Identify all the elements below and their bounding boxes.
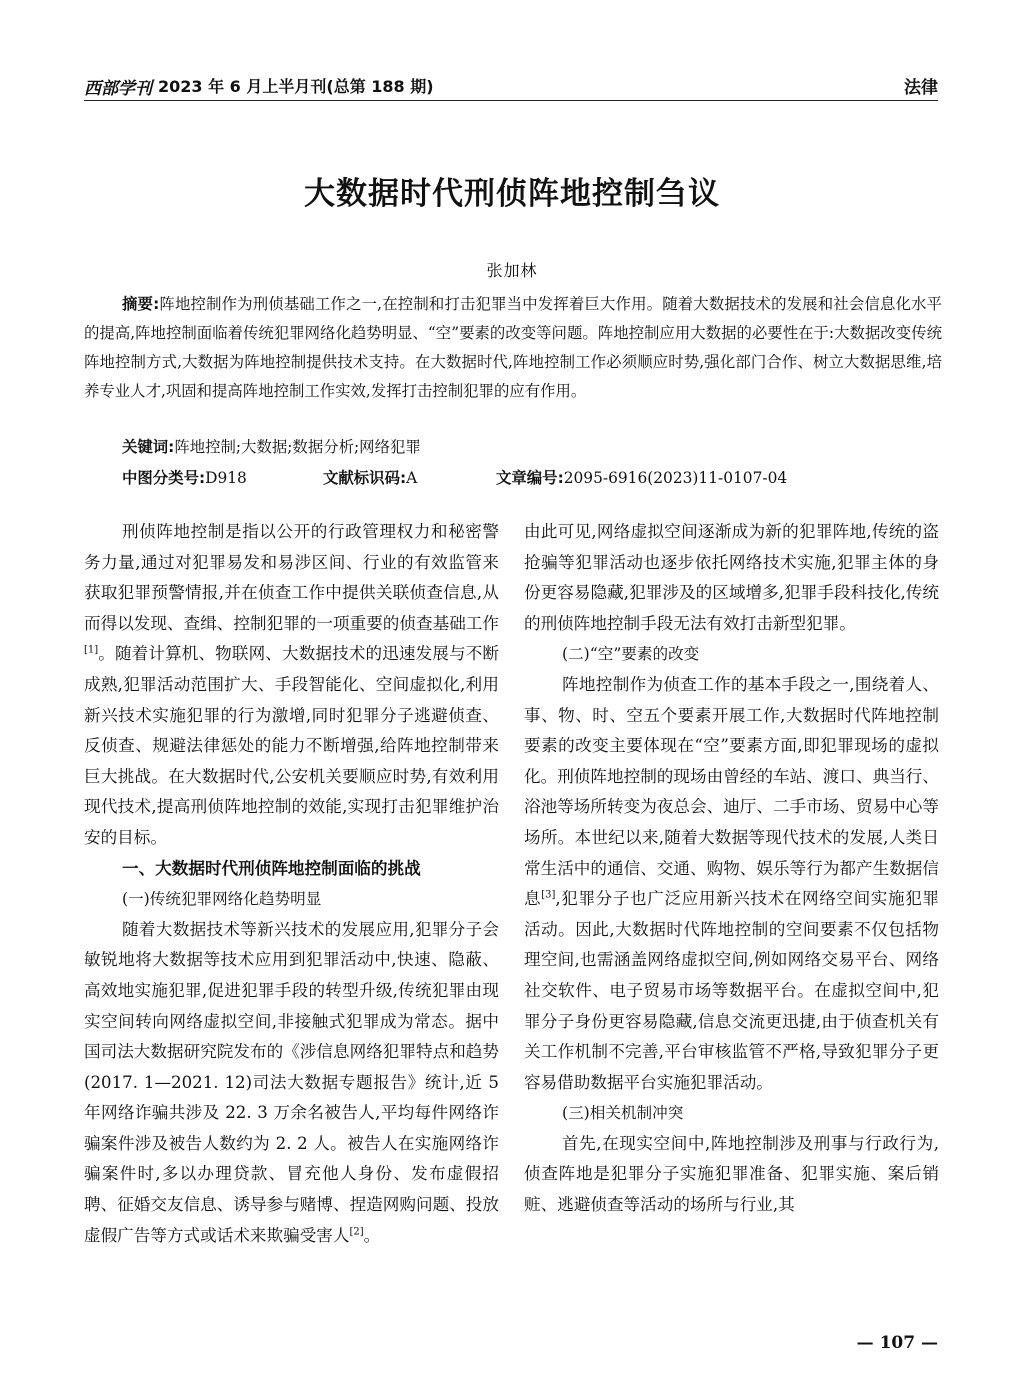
page-number: — 107 — xyxy=(856,1333,938,1353)
body-paragraph: 由此可见,网络虚拟空间逐渐成为新的犯罪阵地,传统的盗抢骗等犯罪活动也逐步依托网络技术实施,犯罪主体的身份更容易隐藏,犯罪涉及的区域增多,犯罪手段科技化,传统的刑侦阵地控制手段无法有效打击新型犯罪。 xyxy=(524,522,939,633)
keywords-label: 关键词: xyxy=(122,438,175,456)
body-paragraph xyxy=(84,915,499,1252)
clc-value: D918 xyxy=(205,469,247,487)
author-name: 张加林 xyxy=(486,261,538,280)
paragraph-text: 随着大数据技术等新兴技术的发展应用,犯罪分子会敏锐地将大数据等技术应用到犯罪活动中,快速、隐蔽、高效地实施犯罪,促进犯罪手段的转型升级,传统犯罪由现实空间转向网络虚拟空间,非接触式犯罪成为常态。据中国司法大数据研究院发布的《涉信息网络犯罪特点和趋势(2017. 1—2021. 12)司法大数据专题报告》统计,近 5 年网络诈骗共涉及 22. 3 万余名被告人,平均每件网络诈骗案件涉及被告人数约为 2. 2 人。被告人在实施网络诈骗案件时,多以办理贷款、冒充他人身份、发布虚假招聘、征婚交友信息、诱导参与赌博、捏造网购问题、投放虚假广告等方式或话术来欺骗受害人 xyxy=(84,919,499,1245)
citation-ref: [3] xyxy=(541,889,556,901)
keywords xyxy=(122,435,421,457)
subsection-heading: (二)“空”要素的改变 xyxy=(562,645,700,664)
body-paragraph: 首先,在现实空间中,阵地控制涉及刑事与行政行为,侦查阵地是犯罪分子实施犯罪准备、犯罪实施、案后销赃、逃避侦查等活动的场所与行业,其 xyxy=(524,1133,939,1215)
article-no-value: 2095-6916(2023)11-0107-04 xyxy=(563,469,788,487)
paragraph-text: 刑侦阵地控制是指以公开的行政管理权力和秘密警务力量,通过对犯罪易发和易涉区间、行业的有效监管来获取犯罪预警情报,并在侦查工作中提供关联侦查信息,从而得以发现、查缉、控制犯罪的一项重要的侦查基础工作 xyxy=(84,522,499,633)
citation-ref: [1] xyxy=(84,644,99,656)
body-paragraph xyxy=(84,517,499,854)
article-title: 大数据时代刑侦阵地控制刍议 xyxy=(304,176,720,212)
doc-code-label: 文献标识码: xyxy=(323,469,407,487)
journal-logo: 西部学刊 xyxy=(84,79,152,99)
abstract-label: 摘要: xyxy=(122,295,160,313)
body-right-column xyxy=(524,517,939,1221)
issue-info: 2023 年 6 月上半月刊(总第 188 期) xyxy=(158,77,434,96)
abstract-text: 阵地控制作为刑侦基础工作之一,在控制和打击犯罪当中发挥着巨大作用。随着大数据技术的发展和社会信息化水平的提高,阵地控制面临着传统犯罪网络化趋势明显、“空”要素的改变等问题。阵地控制应用大数据的必要性在于:大数据改变传统阵地控制方式,大数据为阵地控制提供技术支持。在大数据时代,阵地控制工作必须顺应时势,强化部门合作、树立大数据思维,培养专业人才,巩固和提高阵地控制工作实效,发挥打击控制犯罪的应有作用。 xyxy=(84,295,942,400)
paragraph-text: ,犯罪分子也广泛应用新兴技术在网络空间实施犯罪活动。因此,大数据时代阵地控制的空间要素不仅包括物理空间,也需涵盖网络虚拟空间,例如网络交易平台、网络社交软件、电子贸易市场等数据平台。在虚拟空间中,犯罪分子身份更容易隐藏,信息交流更迅捷,由于侦查机关有关工作机制不完善,平台审核监管不严格,导致犯罪分子更容易借助数据平台实施犯罪活动。 xyxy=(524,889,939,1092)
document-code xyxy=(323,466,417,488)
article-number xyxy=(496,466,787,488)
body-paragraph xyxy=(524,670,939,1098)
subsection-heading: (三)相关机制冲突 xyxy=(562,1104,684,1123)
body-left-column xyxy=(84,517,499,1251)
paragraph-text: 。 xyxy=(363,1225,381,1245)
keywords-text: 阵地控制;大数据;数据分析;网络犯罪 xyxy=(174,438,421,456)
section-label: 法律 xyxy=(904,78,938,98)
paragraph-text: 。随着计算机、物联网、大数据技术的迅速发展与不断成熟,犯罪活动范围扩大、手段智能化、空间虚拟化,利用新兴技术实施犯罪的行为激增,同时犯罪分子逃避侦查、反侦查、规避法律惩处的能力不断增强,给阵地控制带来巨大挑战。在大数据时代,公安机关要顺应时势,有效利用现代技术,提高刑侦阵地控制的效能,实现打击犯罪维护治安的目标。 xyxy=(84,644,499,847)
doc-code-value: A xyxy=(406,469,418,487)
article-no-label: 文章编号: xyxy=(496,469,564,487)
clc-label: 中图分类号: xyxy=(122,469,206,487)
paragraph-text: 阵地控制作为侦查工作的基本手段之一,围绕着人、事、物、时、空五个要素开展工作,大数据时代阵地控制要素的改变主要体现在“空”要素方面,即犯罪现场的虚拟化。刑侦阵地控制的现场由曾经的车站、渡口、典当行、浴池等场所转变为夜总会、迪厅、二手市场、贸易中心等场所。本世纪以来,随着大数据等现代技术的发展,人类日常生活中的通信、交通、购物、娱乐等行为都产生数据信息 xyxy=(524,674,939,909)
clc-number xyxy=(122,466,247,488)
abstract xyxy=(84,290,942,406)
section-heading: 一、大数据时代刑侦阵地控制面临的挑战 xyxy=(122,858,421,878)
subsection-heading: (一)传统犯罪网络化趋势明显 xyxy=(122,890,322,909)
running-header xyxy=(84,70,938,101)
citation-ref: [2] xyxy=(349,1226,364,1238)
